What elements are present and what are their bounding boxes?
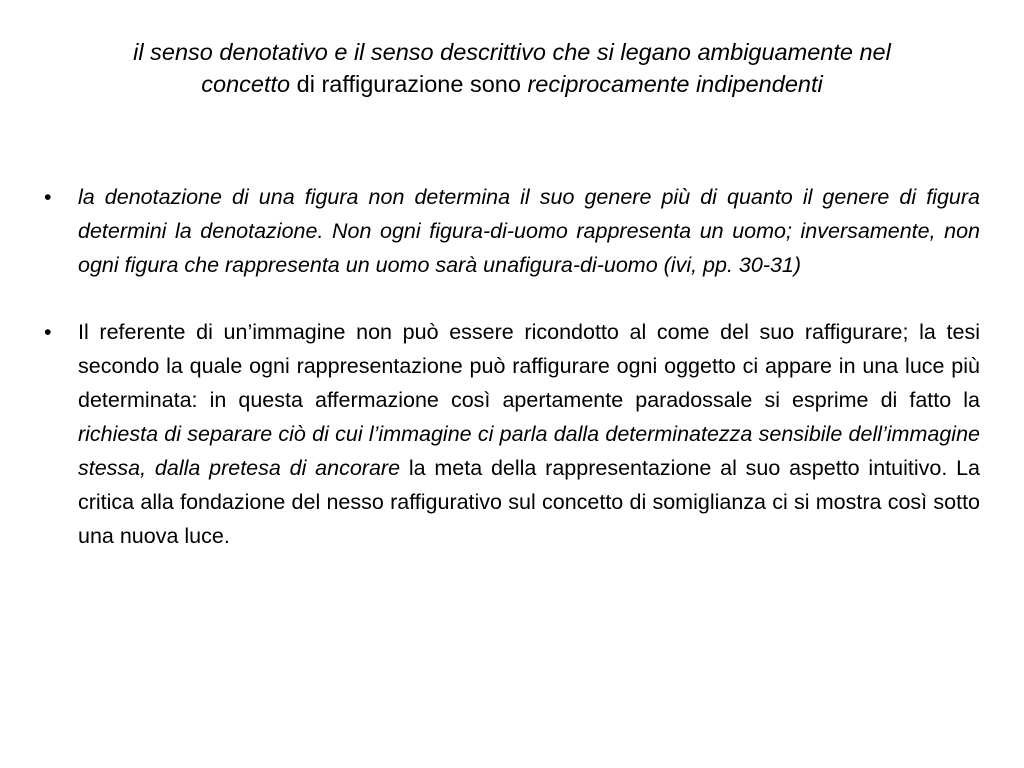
bullet-list [40,180,980,553]
bullet-marker: • [44,320,52,344]
bullet-2-italic-middle: richiesta di separare ciò di cui l’immagine ci parla dalla determinatezza sensibile dell’immagine stessa, dalla pretesa di ancorare [78,422,980,480]
bullet-item-1 [40,180,980,282]
slide-title [130,36,894,100]
bullet-2-plain-end: la meta della rappresentazione al suo aspetto intuitivo. La critica alla fondazione del nesso raffigurativo sul concetto di somiglianza ci si mostra così sotto una nuova luce. [78,456,981,548]
title-italic-end: reciprocamente indipendenti [527,71,823,97]
bullet-item-2 [40,315,980,553]
title-plain-part: di raffigurazione sono [290,71,528,97]
bullet-text-1 [78,180,980,282]
bullet-1-italic-text: la denotazione di una figura non determina il suo genere più di quanto il genere di figura determini la denotazione. Non ogni figura-di-uomo rappresenta un uomo; inversamente, non ogni figura che rappresenta un uomo sarà unafigura-di-uomo (ivi, pp. 30-31) [78,185,980,277]
bullet-2-plain-start: Il referente di un’immagine non può essere ricondotto al come del suo raffigurare; la tesi secondo la quale ogni rappresentazione può raffigurare ogni oggetto ci appare in una luce più determinata: in questa affermazione così apertamente paradossale si esprime di fatto la [78,320,980,412]
bullet-marker: • [44,185,52,209]
bullet-text-2 [78,315,980,553]
title-italic-part: il senso denotativo e il senso descrittivo che si legano ambiguamente nel concetto [133,39,891,97]
